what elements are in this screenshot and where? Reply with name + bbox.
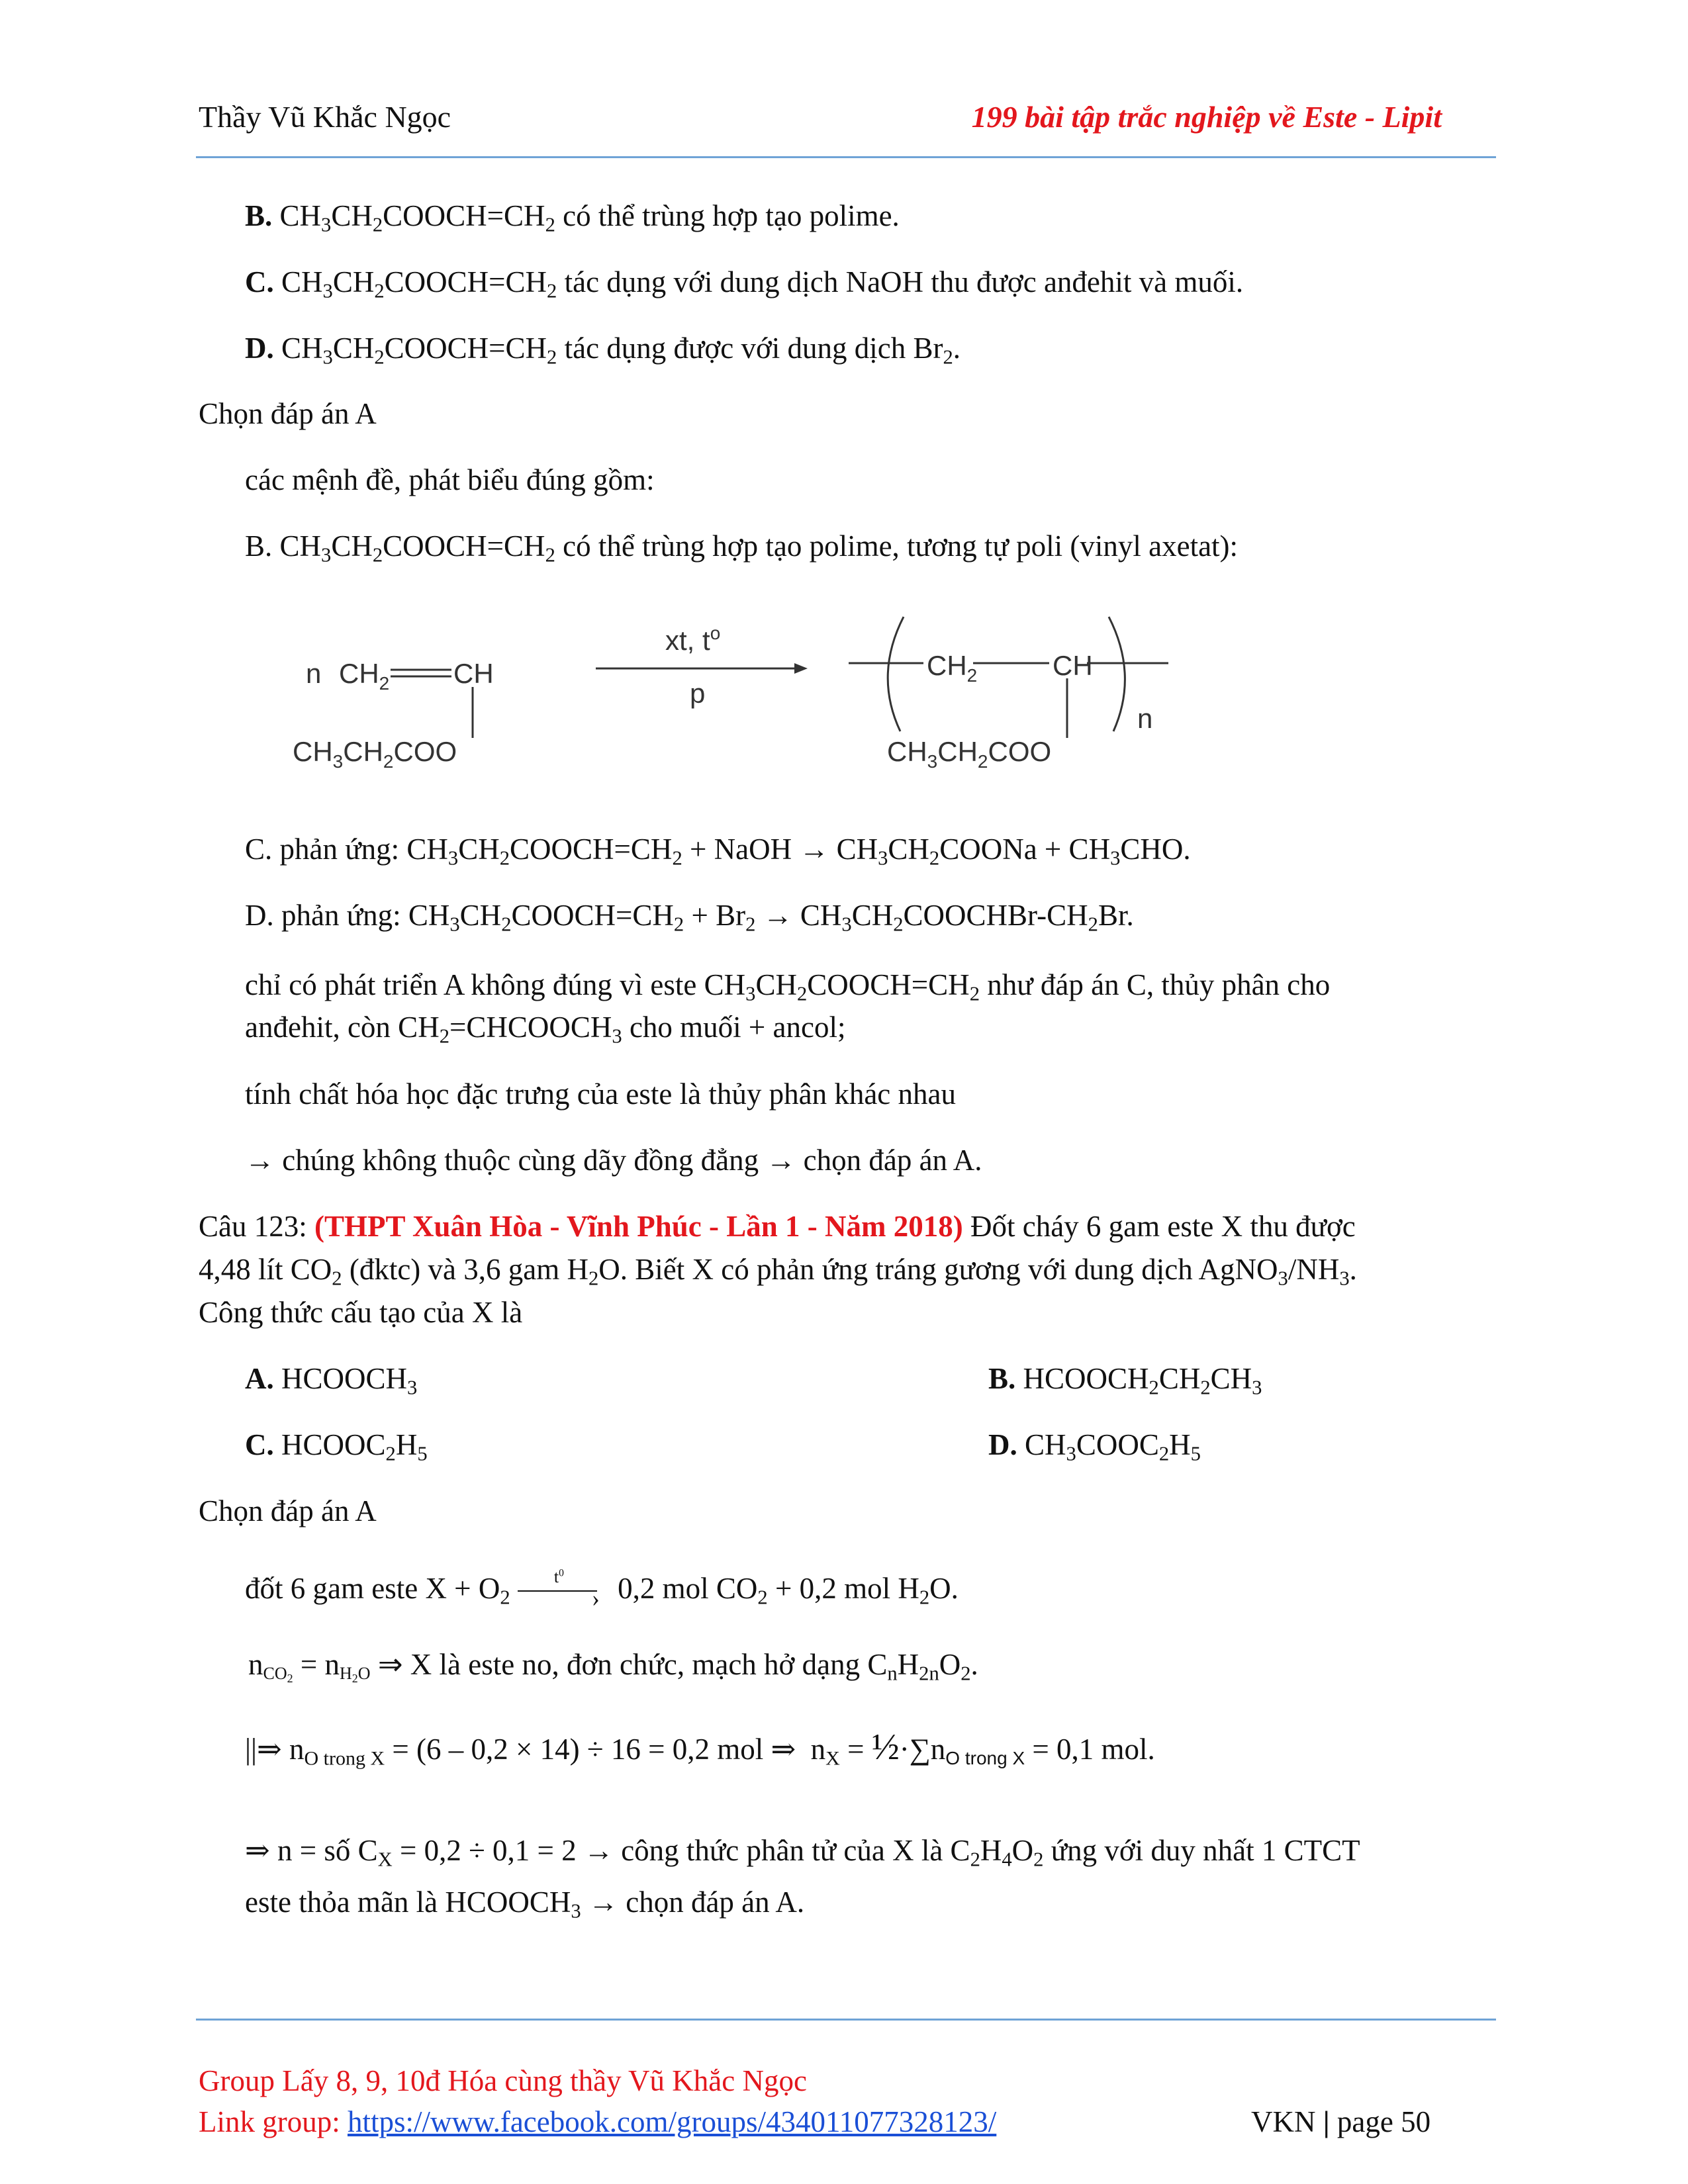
- polymer-ch2: $CH_2$: [927, 650, 978, 686]
- question-text1: Đốt cháy 6 gam este X thu được: [970, 1210, 1356, 1243]
- solution1-d-line: D. phản ứng: $CH_3CH_2COOCH=CH_2 + Br_2$ → $CH_3CH_2COOCHBr-CH_2Br$.: [245, 899, 1134, 936]
- monomer-n: n: [306, 658, 322, 689]
- heat-arrow: $t^0$ ›: [518, 1578, 610, 1605]
- solution2-line5: este thỏa mãn là $HCOOCH_3$ → chọn đáp án A.: [245, 1886, 805, 1923]
- solution1-note4: → chúng không thuộc cùng dãy đồng đẳng → chọn đáp án A.: [245, 1144, 982, 1177]
- arrow-bottom-label: p: [690, 678, 706, 709]
- footer-page: VKN | page 50: [1251, 2105, 1431, 2138]
- arrow-top-label: xt, $t^o$: [665, 623, 721, 656]
- header-rule: [196, 156, 1496, 158]
- footer-rule: [196, 2019, 1496, 2021]
- question-option-b: B. $HCOOCH_2CH_2CH_3$: [988, 1362, 1262, 1399]
- prev-option-d: D. $CH_3CH_2COOCH=CH_2$ tác dụng được với dung dịch $Br_2$.: [245, 332, 961, 369]
- solution2-choose: Chọn đáp án A: [199, 1494, 377, 1527]
- solution1-intro: các mệnh đề, phát biểu đúng gồm:: [245, 463, 655, 496]
- footer-group: Group Lấy 8, 9, 10đ Hóa cùng thầy Vũ Khắc Ngọc: [199, 2064, 807, 2097]
- solution1-note2: anđehit, còn $CH_2=CHCOOCH_3$ cho muối + ancol;: [245, 1011, 846, 1048]
- header-title: 199 bài tập trắc nghiệp về Este - Lipit: [971, 100, 1442, 134]
- solution1-note1: chỉ có phát triển A không đúng vì este $CH_3CH_2COOCH=CH_2$ như đáp án C, thủy phân cho: [245, 968, 1331, 1005]
- question-option-c: C. $HCOOC_2H_5$: [245, 1428, 428, 1465]
- question-number: Câu 123:: [199, 1210, 307, 1243]
- monomer-ch: CH: [453, 658, 494, 689]
- question-line2: 4,48 lít $CO_2$ (đktc) và 3,6 gam $H_2O$. Biết X có phản ứng tráng gương với dung dịch $AgNO_3/NH_3$.: [199, 1253, 1357, 1290]
- solution1-b-line: B. $CH_3CH_2COOCH=CH_2$ có thể trùng hợp tạo polime, tương tự poli (vinyl axetat):: [245, 529, 1239, 567]
- header-author: Thầy Vũ Khắc Ngọc: [199, 100, 451, 134]
- monomer-ester: $CH_3CH_2COO$: [293, 736, 457, 772]
- polymer-ester: $CH_3CH_2COO$: [887, 736, 1052, 772]
- solution2-line3: ||⇒ $n_{O trong X} = (6 - 0,2 \times 14) \div 16 = 0,2$ mol ⇒ $n_X$ = $\frac{1}{2}\cdot\sum n_{O trong X} = 0,1$ mol.: [245, 1727, 1155, 1770]
- question-option-a: A. $HCOOCH_3$: [245, 1362, 418, 1399]
- solution2-line1: đốt 6 gam este $X + O_2$ $t^0$ › 0,2 mol $CO_2 + 0,2$ mol $H_2O$.: [245, 1567, 959, 1612]
- solution2-line2: $n_{CO_2} = n_{H_2O}$ ⇒ X là este no, đơn chức, mạch hở dạng $C_nH_{2n}O_2$.: [248, 1648, 978, 1686]
- monomer-ch2: $CH_2$: [339, 658, 390, 694]
- polymer-n: n: [1137, 703, 1153, 734]
- footer-link-line: [199, 2103, 996, 2140]
- polymerization-reaction: [278, 602, 1192, 781]
- solution2-line4: ⇒ n = số $C_X = 0,2 \div 0,1 = 2$ → công thức phân tử của X là $C_2H_4O_2$ ứng với duy nhất 1 CTCT: [245, 1834, 1360, 1871]
- prev-option-b: B. $CH_3CH_2COOCH=CH_2$ có thể trùng hợp tạo polime.: [245, 199, 900, 236]
- question-option-d: D. $CH_3COOC_2H_5$: [988, 1428, 1201, 1465]
- prev-option-c: C. $CH_3CH_2COOCH=CH_2$ tác dụng với dung dịch NaOH thu được anđehit và muối.: [245, 265, 1244, 302]
- question-line3: Công thức cấu tạo của X là: [199, 1296, 523, 1329]
- polymer-ch: CH: [1053, 650, 1093, 681]
- solution1-note3: tính chất hóa học đặc trưng của este là thủy phân khác nhau: [245, 1077, 957, 1111]
- question-line1: [199, 1208, 1356, 1245]
- solution1-c-line: C. phản ứng: $CH_3CH_2COOCH=CH_2$ + NaOH → $CH_3CH_2COONa + CH_3CHO$.: [245, 833, 1191, 870]
- solution1-choose: Chọn đáp án A: [199, 397, 377, 430]
- question-source: (THPT Xuân Hòa - Vĩnh Phúc - Lần 1 - Năm 2018): [314, 1210, 963, 1243]
- footer-link[interactable]: https://www.facebook.com/groups/434011077328123/: [347, 2105, 997, 2138]
- footer-link-label: Link group:: [199, 2105, 340, 2138]
